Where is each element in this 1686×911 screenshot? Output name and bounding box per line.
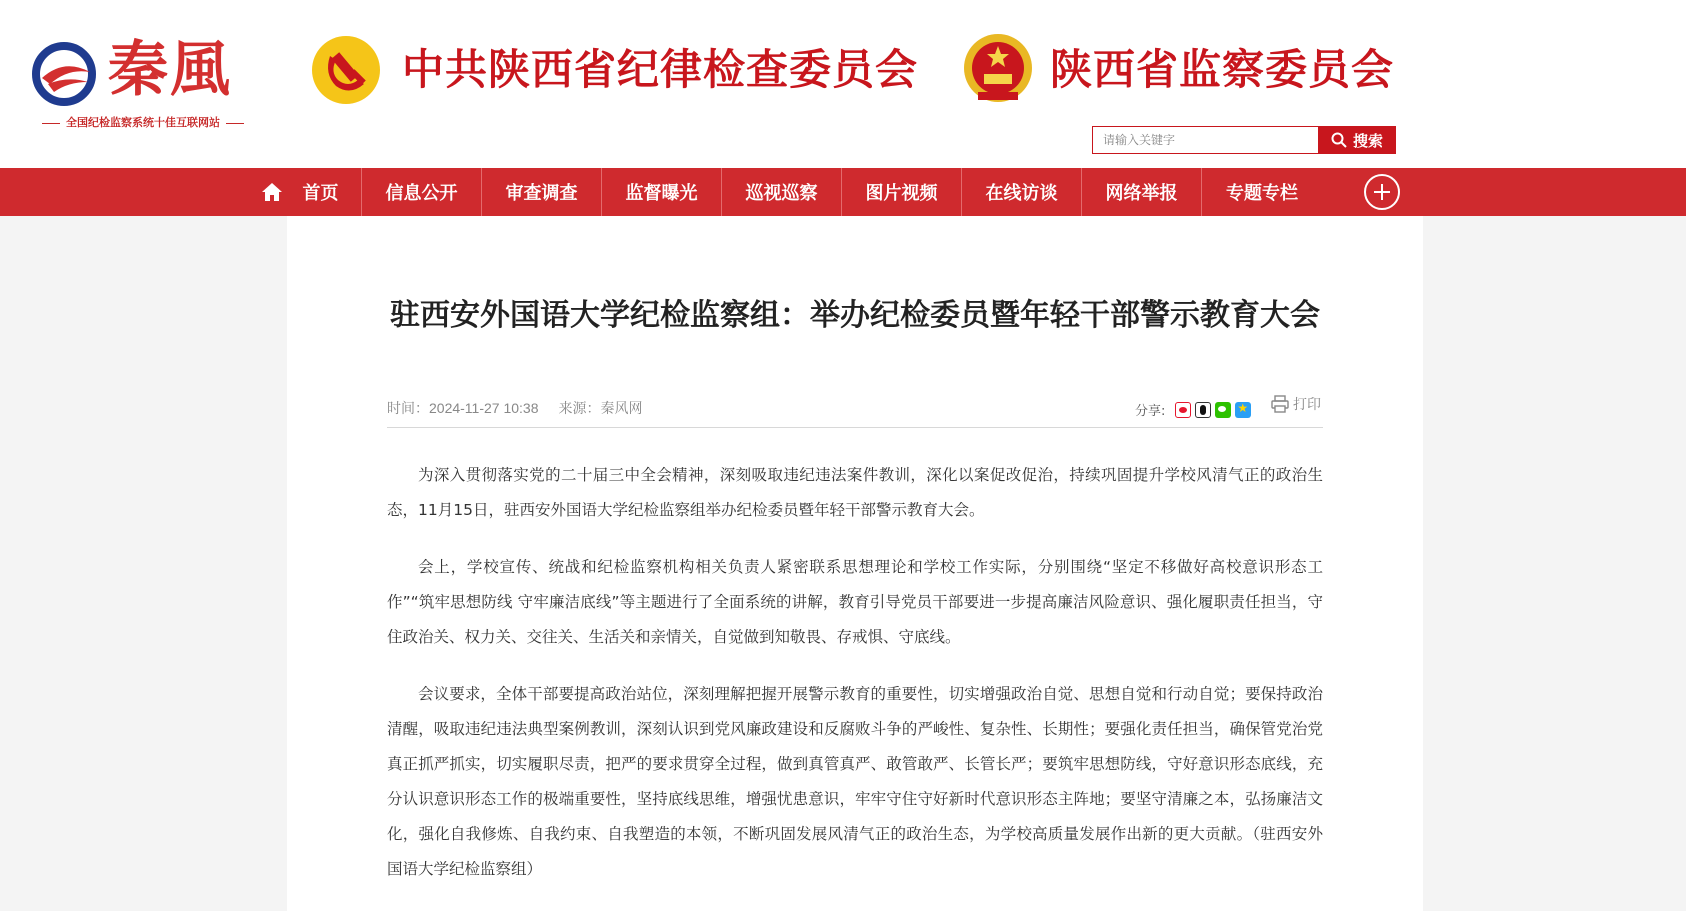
- logo-subtitle: 全国纪检监察系统十佳互联网站: [18, 114, 268, 130]
- search-icon: [1331, 132, 1347, 148]
- share-label: 分享:: [1135, 404, 1166, 419]
- nav-item-special[interactable]: 专题专栏: [1226, 183, 1298, 204]
- article-meta: [387, 398, 643, 418]
- print-button[interactable]: [1271, 394, 1321, 414]
- national-emblem-icon: [962, 30, 1034, 110]
- print-label: 打印: [1293, 397, 1321, 413]
- article-paragraph: 会上，学校宣传、统战和纪检监察机构相关负责人紧密联系思想理论和学校工作实际，分别围绕“坚定不移做好高校意识形态工作”“筑牢思想防线 守牢廉洁底线”等主题进行了全面系统的讲解，教育引导党员干部要进一步提高廉洁风险意识、强化履职责任担当，守住政治关、权力关、交往关、生活关和亲情关，自觉做到知敬畏、存戒惧、守底线。: [387, 558, 1323, 646]
- article-paragraph: 会议要求，全体干部要提高政治站位，深刻理解把握开展警示教育的重要性，切实增强政治自觉、思想自觉和行动自觉；要保持政治清醒，吸取违纪违法典型案例教训，深刻认识到党风廉政建设和反腐败斗争的严峻性、复杂性、长期性；要强化责任担当，确保管党治党真正抓严抓实，切实履职尽责，把严的要求贯穿全过程，做到真管真严、敢管敢严、长管长严；要筑牢思想防线，守好意识形态底线，充分认识意识形态工作的极端重要性，坚持底线思维，增强忧患意识，牢牢守住守好新时代意识形态主阵地；要坚守清廉之本，弘扬廉洁文化，强化自我修炼、自我约束、自我塑造的本领，不断巩固发展风清气正的政治生态，为学校高质量发展作出新的更大贡献。（驻西安外国语大学纪检监察组）: [387, 685, 1323, 878]
- main-nav: [0, 168, 1686, 216]
- search-input[interactable]: [1092, 126, 1318, 154]
- article-paragraph: 为深入贯彻落实党的二十届三中全会精神，深刻吸取违纪违法案件教训，深化以案促改促治，持续巩固提升学校风清气正的政治生态，11月15日，驻西安外国语大学纪检监察组举办纪检委员暨年轻干部警示教育大会。: [387, 466, 1323, 519]
- qzone-share-icon[interactable]: [1235, 402, 1251, 418]
- publish-time: 时间：2024-11-27 10:38: [387, 400, 539, 416]
- cpc-commission-title: 中共陕西省纪律检查委员会: [402, 45, 919, 94]
- search-button[interactable]: [1318, 126, 1396, 154]
- weibo-share-icon[interactable]: [1175, 402, 1191, 418]
- share-bar: [1135, 400, 1251, 419]
- nav-item-exposure[interactable]: 监督曝光: [602, 168, 722, 216]
- qq-share-icon[interactable]: [1195, 402, 1211, 418]
- wechat-share-icon[interactable]: [1215, 402, 1231, 418]
- nav-item-home[interactable]: [230, 168, 362, 216]
- article-title: 驻西安外国语大学纪检监察组：举办纪检委员暨年轻干部警示教育大会: [390, 298, 1320, 333]
- article-source: 来源：秦风网: [558, 400, 643, 416]
- nav-item-report[interactable]: 网络举报: [1082, 168, 1202, 216]
- supervision-commission-title: 陕西省监察委员会: [1050, 45, 1395, 94]
- qinfeng-logo-icon: [28, 38, 100, 110]
- printer-icon: [1271, 395, 1289, 413]
- expand-plus-icon[interactable]: [1364, 174, 1400, 210]
- search-button-label: 搜索: [1352, 131, 1383, 150]
- meta-divider: [387, 427, 1323, 428]
- search-bar: [1092, 126, 1396, 154]
- nav-item-investigation[interactable]: 审查调查: [482, 168, 602, 216]
- home-icon: [261, 182, 283, 202]
- nav-item-interview[interactable]: 在线访谈: [962, 168, 1082, 216]
- party-emblem-icon: [310, 34, 382, 106]
- logo-text: 秦風: [108, 35, 232, 105]
- site-logo[interactable]: [18, 32, 268, 132]
- article-body: [387, 458, 1323, 909]
- site-header: [0, 0, 1686, 168]
- nav-item-info-disclosure[interactable]: 信息公开: [362, 168, 482, 216]
- nav-item-label: 首页: [302, 183, 339, 204]
- nav-item-media[interactable]: 图片视频: [842, 168, 962, 216]
- nav-item-inspection[interactable]: 巡视巡察: [722, 168, 842, 216]
- article-container: [287, 216, 1423, 911]
